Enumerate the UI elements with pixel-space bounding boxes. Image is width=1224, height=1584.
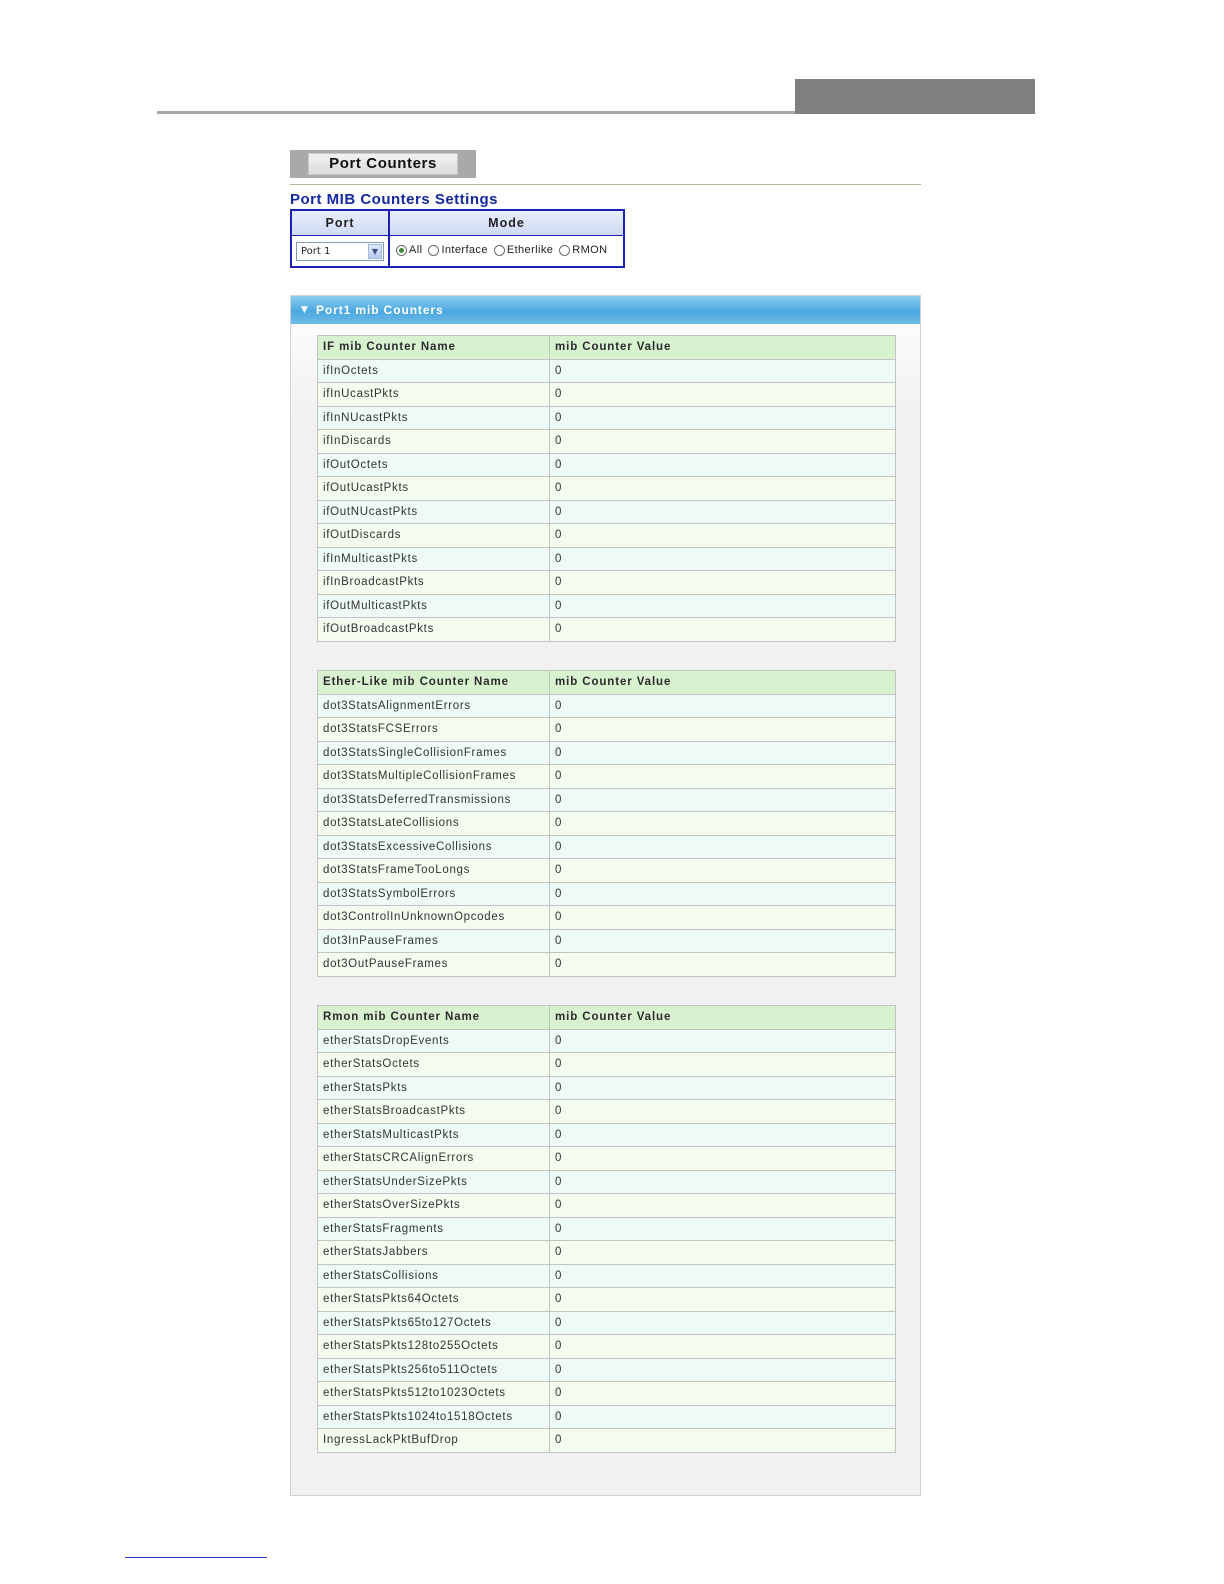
table-row: [318, 1194, 896, 1218]
counter-value: 0: [550, 1053, 896, 1077]
table-row: [318, 835, 896, 859]
counter-name: ifInOctets: [318, 359, 550, 383]
counter-value: 0: [550, 1123, 896, 1147]
table-header-row: [318, 336, 896, 360]
counter-value: 0: [550, 1429, 896, 1453]
settings-heading: Port MIB Counters Settings: [290, 191, 499, 208]
counter-value: 0: [550, 453, 896, 477]
counter-name: ifInNUcastPkts: [318, 406, 550, 430]
port-select[interactable]: [296, 242, 384, 261]
table-row: [318, 882, 896, 906]
counter-name: etherStatsPkts128to255Octets: [318, 1335, 550, 1359]
counter-value: 0: [550, 812, 896, 836]
counter-name-header: IF mib Counter Name: [318, 336, 550, 360]
table-row: [318, 359, 896, 383]
counter-value: 0: [550, 1241, 896, 1265]
counter-name: etherStatsMulticastPkts: [318, 1123, 550, 1147]
settings-column-divider: [388, 211, 390, 266]
counter-name: dot3StatsFrameTooLongs: [318, 859, 550, 883]
counter-name: etherStatsPkts65to127Octets: [318, 1311, 550, 1335]
counter-name: ifOutNUcastPkts: [318, 500, 550, 524]
radio-unselected-icon[interactable]: [559, 245, 570, 256]
counter-value: 0: [550, 1405, 896, 1429]
counter-value: 0: [550, 741, 896, 765]
chevron-down-icon[interactable]: ▼: [368, 244, 382, 259]
mode-radio-etherlike[interactable]: [494, 244, 553, 256]
mode-radio-label: Interface: [441, 244, 488, 256]
table-row: [318, 812, 896, 836]
panel-title: Port1 mib Counters: [316, 303, 444, 317]
table-row: [318, 594, 896, 618]
page-title-tab: [290, 150, 476, 178]
counter-value: 0: [550, 929, 896, 953]
table-row: [318, 453, 896, 477]
port-column-header: Port: [292, 211, 388, 236]
counter-name: etherStatsOverSizePkts: [318, 1194, 550, 1218]
table-row: [318, 406, 896, 430]
counter-name: etherStatsPkts1024to1518Octets: [318, 1405, 550, 1429]
counter-name: etherStatsDropEvents: [318, 1029, 550, 1053]
mode-radio-rmon[interactable]: [559, 244, 607, 256]
radio-selected-icon[interactable]: [396, 245, 407, 256]
counter-name: ifOutOctets: [318, 453, 550, 477]
counter-name: ifOutMulticastPkts: [318, 594, 550, 618]
counter-name: dot3StatsExcessiveCollisions: [318, 835, 550, 859]
counter-name: etherStatsPkts64Octets: [318, 1288, 550, 1312]
table-row: [318, 571, 896, 595]
counter-value: 0: [550, 524, 896, 548]
table-row: [318, 929, 896, 953]
counter-value: 0: [550, 406, 896, 430]
table-row: [318, 430, 896, 454]
table-row: [318, 1288, 896, 1312]
counter-value: 0: [550, 430, 896, 454]
counter-value: 0: [550, 1288, 896, 1312]
counter-value: 0: [550, 1170, 896, 1194]
table-row: [318, 1123, 896, 1147]
counter-value: 0: [550, 953, 896, 977]
counter-name: dot3OutPauseFrames: [318, 953, 550, 977]
counter-value: 0: [550, 1147, 896, 1171]
counter-value: 0: [550, 1382, 896, 1406]
mode-radio-label: Etherlike: [506, 244, 554, 256]
counter-value: 0: [550, 859, 896, 883]
counter-value: 0: [550, 571, 896, 595]
counter-value: 0: [550, 882, 896, 906]
table-row: [318, 1029, 896, 1053]
table-row: [318, 953, 896, 977]
table-row: [318, 1147, 896, 1171]
counter-value: 0: [550, 1335, 896, 1359]
port-select-value: Port 1: [301, 246, 331, 257]
counter-value: 0: [550, 477, 896, 501]
table-row: [318, 547, 896, 571]
table-row: [318, 524, 896, 548]
counter-name: dot3StatsLateCollisions: [318, 812, 550, 836]
counter-name: etherStatsPkts512to1023Octets: [318, 1382, 550, 1406]
mode-radio-group: [396, 244, 607, 256]
counter-value-header: mib Counter Value: [550, 1006, 896, 1030]
footer-link-rule: [125, 1557, 267, 1558]
table-row: [318, 1382, 896, 1406]
counter-name: ifInUcastPkts: [318, 383, 550, 407]
table-row: [318, 1100, 896, 1124]
table-row: [318, 1170, 896, 1194]
counter-value: 0: [550, 765, 896, 789]
counter-name: etherStatsPkts: [318, 1076, 550, 1100]
counter-name: etherStatsCRCAlignErrors: [318, 1147, 550, 1171]
counter-name: dot3StatsFCSErrors: [318, 718, 550, 742]
document-header-rule: [157, 111, 797, 114]
mode-radio-label: All: [409, 244, 423, 256]
counter-name: dot3StatsDeferredTransmissions: [318, 788, 550, 812]
mib-settings-form: [290, 209, 625, 268]
counter-name: etherStatsCollisions: [318, 1264, 550, 1288]
counter-value: 0: [550, 618, 896, 642]
document-header-block: [795, 79, 1035, 114]
counter-value: 0: [550, 694, 896, 718]
counter-value: 0: [550, 788, 896, 812]
counter-value: 0: [550, 547, 896, 571]
counter-name: etherStatsOctets: [318, 1053, 550, 1077]
counter-value: 0: [550, 835, 896, 859]
counter-name: etherStatsPkts256to511Octets: [318, 1358, 550, 1382]
table-row: [318, 477, 896, 501]
counter-name-header: Rmon mib Counter Name: [318, 1006, 550, 1030]
counter-name: etherStatsFragments: [318, 1217, 550, 1241]
title-divider: [290, 184, 921, 185]
counter-value: 0: [550, 1264, 896, 1288]
etherlike-mib-table: [317, 670, 896, 977]
mode-column-header: Mode: [390, 211, 623, 236]
panel-header[interactable]: [291, 296, 920, 324]
counter-name: etherStatsBroadcastPkts: [318, 1100, 550, 1124]
table-header-row: [318, 671, 896, 695]
counter-name: dot3InPauseFrames: [318, 929, 550, 953]
table-row: [318, 500, 896, 524]
counter-name: dot3StatsSymbolErrors: [318, 882, 550, 906]
counter-value: 0: [550, 1194, 896, 1218]
mib-counters-panel: [290, 295, 921, 1496]
counter-name: dot3StatsAlignmentErrors: [318, 694, 550, 718]
table-header-row: [318, 1006, 896, 1030]
mode-radio-label: RMON: [572, 244, 608, 256]
counter-value: 0: [550, 1358, 896, 1382]
counter-name: dot3StatsMultipleCollisionFrames: [318, 765, 550, 789]
counter-name: ifOutUcastPkts: [318, 477, 550, 501]
mode-radio-interface[interactable]: [428, 244, 487, 256]
table-row: [318, 1241, 896, 1265]
table-row: [318, 618, 896, 642]
collapse-triangle-icon[interactable]: ▼: [301, 305, 308, 315]
counter-value-header: mib Counter Value: [550, 671, 896, 695]
counter-value: 0: [550, 906, 896, 930]
table-row: [318, 1076, 896, 1100]
counter-name: ifInDiscards: [318, 430, 550, 454]
radio-unselected-icon[interactable]: [494, 245, 505, 256]
counter-value: 0: [550, 1311, 896, 1335]
counter-name: ifOutDiscards: [318, 524, 550, 548]
table-row: [318, 1429, 896, 1453]
table-row: [318, 718, 896, 742]
table-row: [318, 1335, 896, 1359]
table-row: [318, 1405, 896, 1429]
counter-value-header: mib Counter Value: [550, 336, 896, 360]
counter-name: ifInBroadcastPkts: [318, 571, 550, 595]
counter-name: IngressLackPktBufDrop: [318, 1429, 550, 1453]
table-row: [318, 1053, 896, 1077]
table-row: [318, 859, 896, 883]
page-title[interactable]: Port Counters: [308, 153, 458, 175]
table-row: [318, 1311, 896, 1335]
counter-value: 0: [550, 1029, 896, 1053]
counter-value: 0: [550, 359, 896, 383]
table-row: [318, 1217, 896, 1241]
table-row: [318, 1264, 896, 1288]
counter-name-header: Ether-Like mib Counter Name: [318, 671, 550, 695]
radio-unselected-icon[interactable]: [428, 245, 439, 256]
counter-value: 0: [550, 594, 896, 618]
counter-value: 0: [550, 718, 896, 742]
counter-value: 0: [550, 1100, 896, 1124]
counter-name: dot3StatsSingleCollisionFrames: [318, 741, 550, 765]
table-row: [318, 788, 896, 812]
counter-name: etherStatsUnderSizePkts: [318, 1170, 550, 1194]
table-row: [318, 906, 896, 930]
if-mib-table: [317, 335, 896, 642]
table-row: [318, 1358, 896, 1382]
counter-value: 0: [550, 1217, 896, 1241]
counter-name: etherStatsJabbers: [318, 1241, 550, 1265]
counter-value: 0: [550, 1076, 896, 1100]
table-row: [318, 383, 896, 407]
table-row: [318, 741, 896, 765]
rmon-mib-table: [317, 1005, 896, 1453]
counter-name: ifInMulticastPkts: [318, 547, 550, 571]
mode-radio-all[interactable]: [396, 244, 422, 256]
table-row: [318, 694, 896, 718]
counter-value: 0: [550, 383, 896, 407]
counter-name: ifOutBroadcastPkts: [318, 618, 550, 642]
counter-name: dot3ControlInUnknownOpcodes: [318, 906, 550, 930]
counter-value: 0: [550, 500, 896, 524]
table-row: [318, 765, 896, 789]
